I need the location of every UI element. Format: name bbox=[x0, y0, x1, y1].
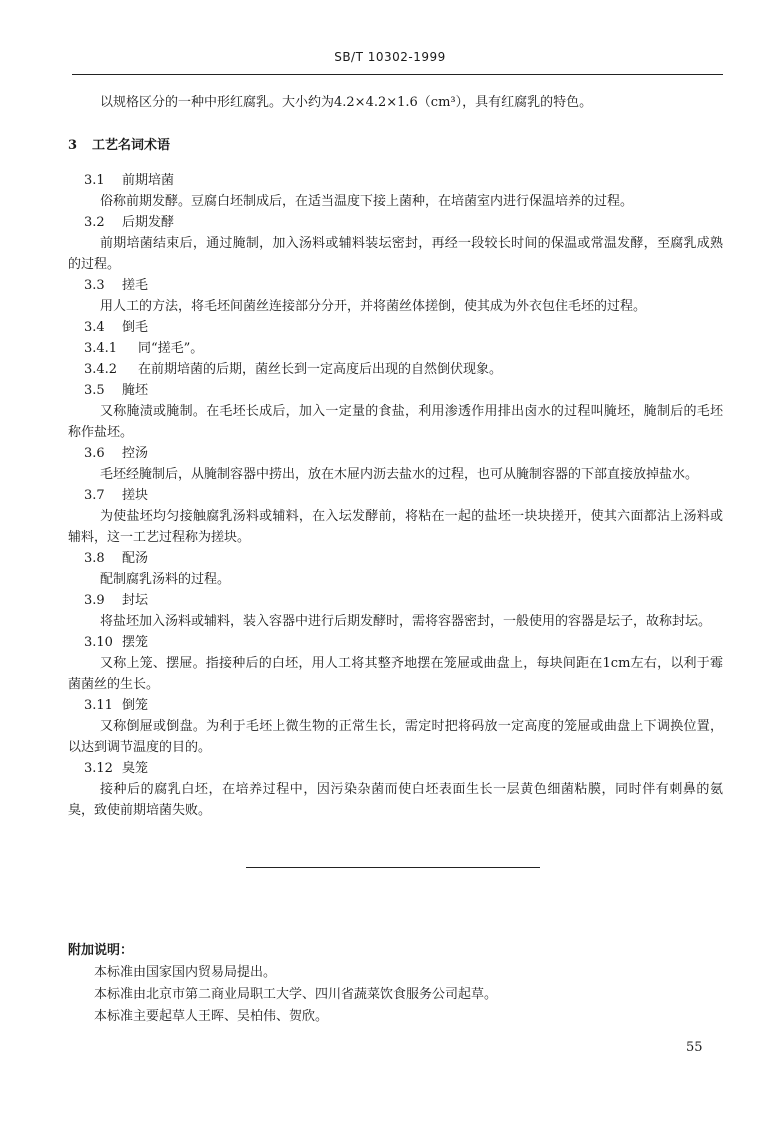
term-name: 后期发酵 bbox=[122, 215, 175, 230]
sub-item-text: 在前期培菌的后期，菌丝长到一定高度后出现的自然倒伏现象。 bbox=[138, 362, 503, 377]
term-definition: 接种后的腐乳白坯，在培养过程中，因污染杂菌而使白坯表面生长一层黄色细菌粘膜，同时伴有刺鼻的氨臭，致使前期培菌失败。 bbox=[68, 782, 723, 818]
term-title bbox=[68, 443, 723, 464]
term-name: 前期培菌 bbox=[122, 173, 175, 188]
term-name: 臭笼 bbox=[122, 761, 149, 776]
term-item bbox=[68, 632, 723, 695]
section-title: 工艺名词术语 bbox=[92, 138, 171, 153]
term-title bbox=[68, 485, 723, 506]
note-line: 本标准由国家国内贸易局提出。 bbox=[94, 965, 277, 980]
term-title bbox=[68, 758, 723, 779]
term-definition: 俗称前期发酵。豆腐白坯制成后，在适当温度下接上菌种，在培菌室内进行保温培养的过程。 bbox=[100, 194, 634, 209]
term-number: 3.1 bbox=[84, 173, 105, 188]
term-definition: 前期培菌结束后，通过腌制，加入汤料或辅料装坛密封，再经一段较长时间的保温或常温发酵，至腐乳成熟的过程。 bbox=[68, 236, 723, 272]
notes-title: 附加说明： bbox=[68, 943, 134, 958]
term-number: 3.9 bbox=[84, 593, 105, 608]
term-definition: 用人工的方法，将毛坯间菌丝连接部分分开，并将菌丝体搓倒，使其成为外衣包住毛坯的过程。 bbox=[100, 299, 647, 314]
term-number: 3.5 bbox=[84, 383, 105, 398]
sub-item-text: 同“搓毛”。 bbox=[138, 341, 204, 356]
term-item bbox=[68, 170, 723, 212]
term-title bbox=[68, 548, 723, 569]
term-title bbox=[68, 275, 723, 296]
term-name: 配汤 bbox=[122, 551, 149, 566]
term-definition: 又称腌渍或腌制。在毛坯长成后，加入一定量的食盐，利用渗透作用排出卤水的过程叫腌坯，腌制后的毛坯称作盐坯。 bbox=[68, 404, 723, 440]
term-name: 摆笼 bbox=[122, 635, 149, 650]
term-item bbox=[68, 317, 723, 380]
term-number: 3.2 bbox=[84, 215, 105, 230]
term-name: 倒毛 bbox=[122, 320, 149, 335]
term-item bbox=[68, 380, 723, 443]
page-number: 55 bbox=[686, 1040, 703, 1055]
term-item bbox=[68, 443, 723, 485]
term-number: 3.7 bbox=[84, 488, 105, 503]
term-name: 控汤 bbox=[122, 446, 149, 461]
end-of-text-rule bbox=[246, 867, 540, 868]
term-title bbox=[68, 212, 723, 233]
term-item bbox=[68, 485, 723, 548]
term-number: 3.12 bbox=[84, 761, 113, 776]
term-name: 倒笼 bbox=[122, 698, 149, 713]
term-number: 3.11 bbox=[84, 698, 113, 713]
additional-notes bbox=[68, 940, 497, 1028]
term-title bbox=[68, 170, 723, 191]
term-definition: 将盐坯加入汤料或辅料，装入容器中进行后期发酵时，需将容器密封，一般使用的容器是坛子，故称封坛。 bbox=[100, 614, 712, 629]
note-line: 本标准由北京市第二商业局职工大学、四川省蔬菜饮食服务公司起草。 bbox=[94, 987, 498, 1002]
term-definition: 又称倒屉或倒盘。为利于毛坯上微生物的正常生长，需定时把将码放一定高度的笼屉或曲盘上下调换位置，以达到调节温度的目的。 bbox=[68, 719, 723, 755]
term-item bbox=[68, 212, 723, 275]
term-name: 腌坯 bbox=[122, 383, 149, 398]
term-list bbox=[68, 170, 723, 821]
term-number: 3.10 bbox=[84, 635, 113, 650]
note-line: 本标准主要起草人王晖、吴柏伟、贺欣。 bbox=[94, 1009, 329, 1024]
sub-item-number: 3.4.2 bbox=[84, 362, 118, 377]
term-title bbox=[68, 317, 723, 338]
term-item bbox=[68, 758, 723, 821]
section-number: 3 bbox=[68, 138, 78, 153]
term-item bbox=[68, 590, 723, 632]
term-name: 搓毛 bbox=[122, 278, 149, 293]
intro-paragraph: 以规格区分的一种中形红腐乳。大小约为4.2×4.2×1.6（cm³），具有红腐乳的特色。 bbox=[100, 95, 593, 110]
term-item bbox=[68, 695, 723, 758]
term-name: 搓块 bbox=[122, 488, 149, 503]
term-title bbox=[68, 632, 723, 653]
term-number: 3.3 bbox=[84, 278, 105, 293]
term-definition: 为使盐坯均匀接触腐乳汤料或辅料，在入坛发酵前，将粘在一起的盐坯一块块搓开，使其六面都沾上汤料或辅料，这一工艺过程称为搓块。 bbox=[68, 509, 723, 545]
term-definition: 又称上笼、摆屉。指接种后的白坯，用人工将其整齐地摆在笼屉或曲盘上，每块间距在1cm左右，以利于霉菌菌丝的生长。 bbox=[68, 656, 723, 692]
term-item bbox=[68, 275, 723, 317]
standard-number-header: SB/T 10302-1999 bbox=[334, 50, 446, 64]
term-number: 3.8 bbox=[84, 551, 105, 566]
header-rule bbox=[72, 74, 723, 75]
sub-item-number: 3.4.1 bbox=[84, 341, 118, 356]
term-definition: 毛坯经腌制后，从腌制容器中捞出，放在木屉内沥去盐水的过程，也可从腌制容器的下部直接放掉盐水。 bbox=[100, 467, 699, 482]
term-number: 3.4 bbox=[84, 320, 105, 335]
term-number: 3.6 bbox=[84, 446, 105, 461]
term-name: 封坛 bbox=[122, 593, 149, 608]
sub-item bbox=[68, 338, 723, 359]
sub-item bbox=[68, 359, 723, 380]
section-heading bbox=[68, 134, 170, 153]
term-title bbox=[68, 590, 723, 611]
term-item bbox=[68, 548, 723, 590]
term-title bbox=[68, 695, 723, 716]
term-definition: 配制腐乳汤料的过程。 bbox=[100, 572, 231, 587]
term-title bbox=[68, 380, 723, 401]
